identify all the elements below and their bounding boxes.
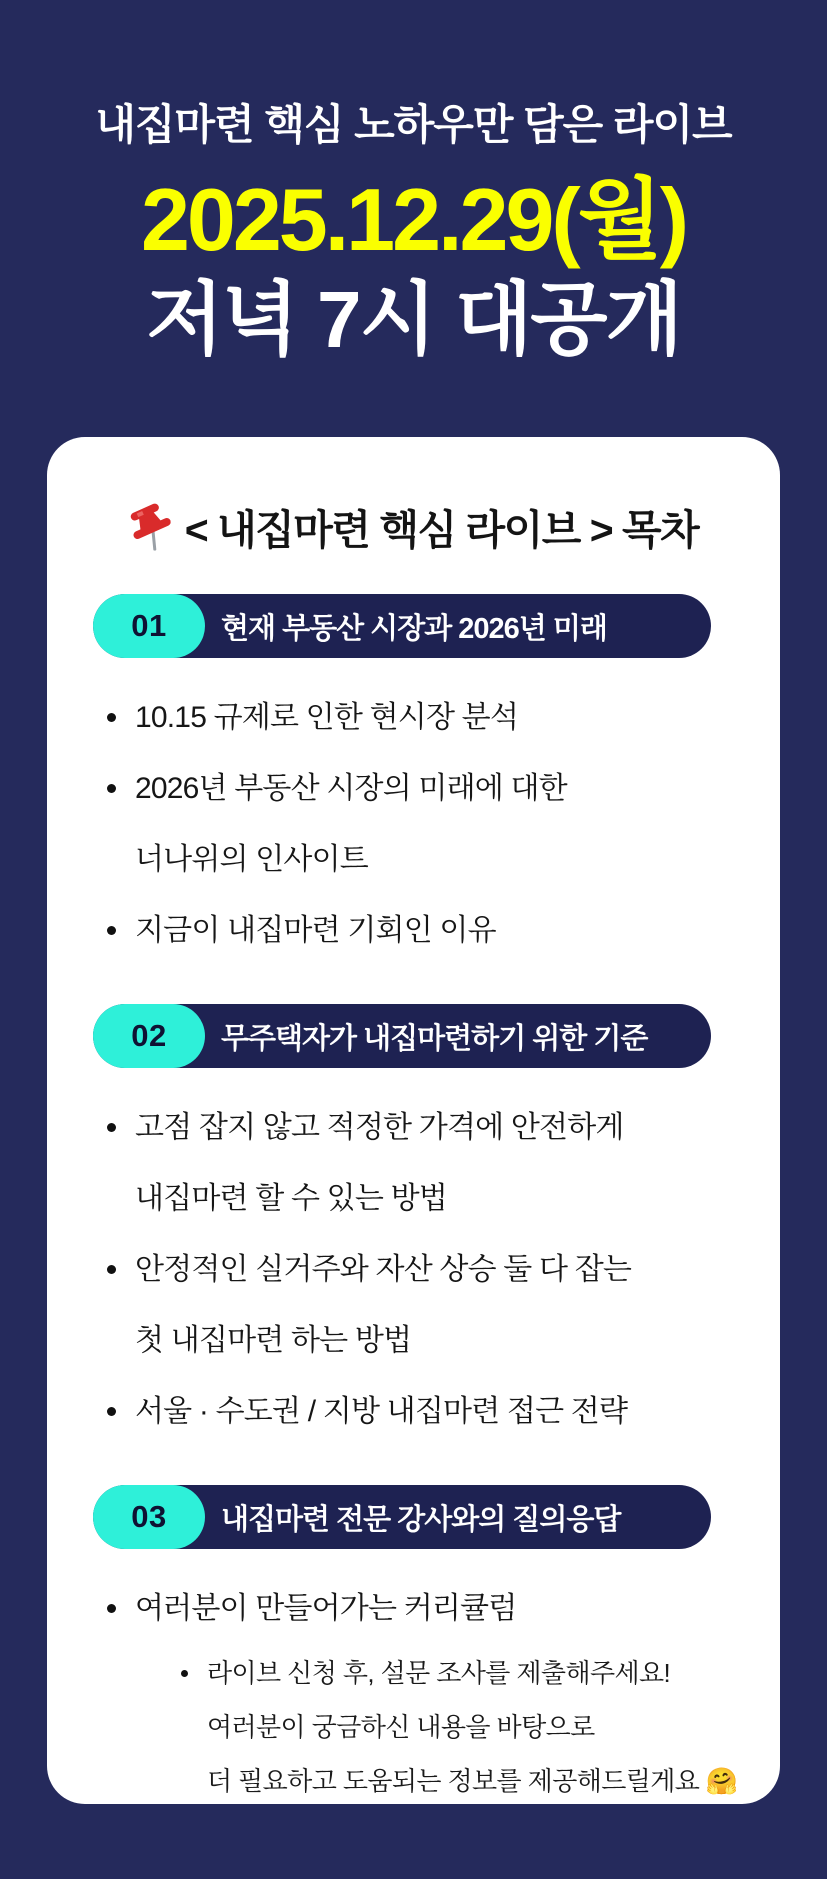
section-title: 무주택자가 내집마련하기 위한 기준: [221, 1022, 648, 1055]
bullet-line: 첫 내집마련 하는 방법: [135, 1324, 412, 1357]
headline-time: 저녁 7시 대공개: [146, 275, 681, 365]
section-01: [93, 594, 780, 966]
section-title-pill: [93, 594, 711, 658]
bullet-item: [105, 1092, 780, 1234]
bullet-line: 여러분이 궁금하신 내용을 바탕으로: [207, 1712, 595, 1742]
bullet-line: 여러분이 만들어가는 커리큘럼: [135, 1592, 517, 1625]
section-title-pill: [93, 1004, 711, 1068]
bullet-line: 더 필요하고 도움되는 정보를 제공해드릴게요 🤗: [207, 1766, 738, 1796]
bullet-item: [105, 1234, 780, 1376]
sub-bullet-item: [179, 1646, 780, 1804]
bullet-item: [105, 895, 780, 966]
bullet-item: [105, 1573, 780, 1804]
bullet-line: 10.15 규제로 인한 현시장 분석: [135, 701, 519, 734]
section-03: [93, 1485, 780, 1804]
section-02: [93, 1004, 780, 1447]
section-title: 내집마련 전문 강사와의 질의응답: [221, 1503, 621, 1536]
bullet-line: 너나위의 인사이트: [135, 843, 368, 876]
section-title: 현재 부동산 시장과 2026년 미래: [221, 612, 607, 645]
bullet-line: 안정적인 실거주와 자산 상승 둘 다 잡는: [135, 1253, 632, 1286]
section-title-pill: [93, 1485, 711, 1549]
bullet-line: 2026년 부동산 시장의 미래에 대한: [135, 772, 567, 805]
bullet-item: [105, 682, 780, 753]
bullet-line: 서울 · 수도권 / 지방 내집마련 접근 전략: [135, 1395, 628, 1428]
headline-date: 2025.12.29(월): [140, 170, 687, 269]
toc-title: < 내집마련 핵심 라이브 > 목차: [184, 506, 699, 553]
header: [0, 0, 827, 365]
bullet-line: 지금이 내집마련 기회인 이유: [135, 914, 496, 947]
bullet-list: [105, 1573, 780, 1804]
bullet-item: [105, 753, 780, 895]
pushpin-icon: [126, 499, 173, 553]
toc-card: [47, 437, 780, 1804]
section-number-badge: 01: [93, 594, 205, 658]
bullet-line: 내집마련 할 수 있는 방법: [135, 1182, 447, 1215]
sub-bullet-list: [179, 1646, 780, 1804]
headline-subtitle: 내집마련 핵심 노하우만 담은 라이브: [95, 101, 732, 148]
bullet-line: 고점 잡지 않고 적정한 가격에 안전하게: [135, 1111, 624, 1144]
toc-title-row: [47, 495, 780, 557]
section-number-badge: 02: [93, 1004, 205, 1068]
bullet-line: 라이브 신청 후, 설문 조사를 제출해주세요!: [207, 1658, 671, 1688]
toc-sections: [93, 594, 780, 1804]
bullet-list: [105, 1092, 780, 1447]
bullet-item: [105, 1376, 780, 1447]
bullet-list: [105, 682, 780, 966]
section-number-badge: 03: [93, 1485, 205, 1549]
